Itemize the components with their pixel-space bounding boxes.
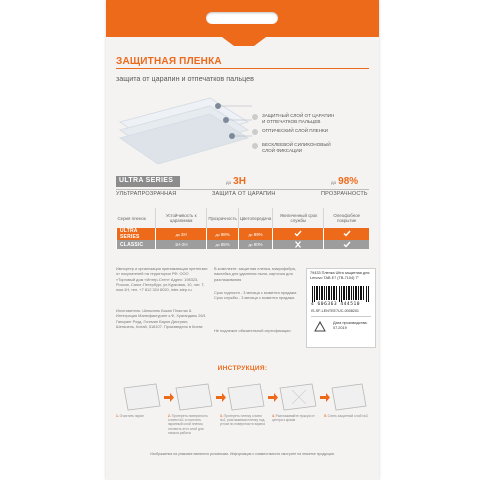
- feature-line: ЗАЩИТНЫЙ СЛОЙ ОТ ЦАРАПИН: [262, 113, 335, 118]
- feature-line: И ОТПЕЧАТКОВ ПАЛЬЦЕВ: [262, 118, 321, 124]
- layer-icon: [252, 143, 258, 149]
- film-layers-illustration: [114, 92, 254, 168]
- label-product-name: 79433 Пленка Ultra защитная для Lenovo TAB E7 (TB-7104) 7": [310, 271, 370, 280]
- cell-value: 3H: [181, 231, 187, 237]
- manufacturer-info: Изготовитель: Шэньчэнь Бикан Пластик & Интеграция Манюфактуринг к.Ф, Хуагандянь 26/1 Ганкуанг Роуд, Гонгмин Бауан Дистрикт, Шеньчень, Китай, 518107. Произведено в Китае: [116, 308, 206, 329]
- step-number: 2.: [168, 414, 171, 418]
- shelf-life: Срок годности - 3 месяца с момента продажи. Срок службы - 3 месяца с момента продажи.: [214, 290, 298, 301]
- table-header-row: [117, 208, 370, 228]
- instruction-step-4: [272, 414, 318, 422]
- table-header: Серия пленок: [117, 215, 146, 221]
- series-label: УЛЬТРАПРОЗРАЧНАЯ: [116, 191, 177, 197]
- cell-prefix: до: [175, 232, 180, 237]
- feature-line: СЛОЙ ФИКСАЦИИ: [262, 147, 303, 153]
- cross-icon: [294, 241, 302, 248]
- hardness-number: 3H: [233, 176, 246, 187]
- row-name: CLASSIC: [117, 240, 156, 249]
- header-notch: [106, 36, 379, 46]
- series-badge: [116, 176, 180, 187]
- scratch-cell: [156, 240, 207, 249]
- transparency-label: ПРОЗРАЧНОСТЬ: [321, 191, 368, 197]
- date-label: Дата производства:: [333, 321, 368, 325]
- feature-line: ОПТИЧЕСКИЙ СЛОЙ ПЛЕНКИ: [262, 128, 328, 133]
- step-text: Протереть поверхность слоем №1 и очистить экранный слой пленки, отклеить этот слой для начала работы: [168, 414, 208, 435]
- lifetime-cell: [273, 240, 324, 249]
- oleophobic-cell: [324, 228, 369, 240]
- check-icon: [343, 241, 351, 248]
- cell-value: 1H-2H: [174, 242, 188, 247]
- step-number: 4.: [272, 414, 275, 418]
- check-icon: [343, 230, 351, 237]
- instruction-step-3: [220, 414, 266, 427]
- product-subtitle: защита от царапин и отпечатков пальцев: [116, 74, 254, 83]
- certification-note: Не подлежит обязательной сертификации: [214, 328, 291, 333]
- table-header: Прозрачность: [207, 208, 238, 228]
- layer-icon: [252, 129, 258, 135]
- package-card: [106, 0, 379, 480]
- hang-hole: [206, 12, 278, 24]
- clarity-cell: [207, 240, 238, 249]
- instruction-step-2: [168, 414, 214, 435]
- lifetime-cell: [273, 228, 324, 240]
- series-name: ULTRA SERIES: [119, 177, 174, 184]
- step-text: Протереть пленку слоем №2, разглаживая пленку под углом по поверхности экрана: [220, 414, 265, 427]
- step-text: Очистить экран: [119, 414, 144, 418]
- hardness-value: [226, 176, 246, 187]
- oleophobic-cell: [324, 240, 369, 249]
- comparison-table: [116, 208, 369, 249]
- feature-line: БЕСКЛЕЕВОЙ СИЛИКОНОВЫЙ: [262, 142, 331, 147]
- label-rule: [311, 316, 371, 317]
- table-header: Цветопередача: [238, 208, 272, 228]
- scratch-cell: [156, 228, 207, 240]
- hardness-label: ЗАЩИТА ОТ ЦАРАПИН: [212, 191, 276, 197]
- product-label-sticker: [306, 268, 376, 348]
- kit-contents: В комплекте: защитная пленка, микрофибра, наклейка для удаления пыли, карточка для разглаживания: [214, 266, 296, 282]
- cell-prefix: до: [215, 232, 220, 237]
- transparency-prefix: до: [331, 180, 337, 185]
- step-number: 1.: [116, 414, 119, 418]
- step-number: 5.: [324, 414, 327, 418]
- hardness-prefix: до: [226, 180, 232, 185]
- cell-prefix: до: [248, 232, 253, 237]
- transparency-value: [331, 176, 358, 187]
- importer-info: Импортер и организация принимающая претензии от покупателей на территории РФ: ООО «Торговый дом «Интер-Степ» Адрес: 198323, Россия, Санкт-Петербург, ул.Курковая, 10, лит. Т, пом.1Н, тел. +7 812 324 8020, inter-step.ru: [116, 266, 208, 293]
- barcode-number: 4 606363 444510: [311, 302, 360, 307]
- cell-value: 99%: [253, 231, 263, 237]
- table-header: Устойчивость к царапинам: [156, 208, 207, 228]
- instruction-step-5: [324, 414, 370, 418]
- cell-value: 85%: [220, 242, 230, 247]
- step-text: Снять защитный слой №3: [327, 414, 368, 418]
- transparency-number: 98%: [338, 176, 359, 187]
- cell-value: 90%: [253, 242, 263, 247]
- step-number: 3.: [220, 414, 223, 418]
- table-header: Олеофобное покрытие: [324, 208, 369, 228]
- product-code: IS-SF-LENTEE7UC-0008201: [311, 309, 359, 313]
- row-name: ULTRA SERIES: [117, 228, 156, 240]
- clarity-cell: [207, 228, 238, 240]
- title-rule: [116, 68, 369, 69]
- instruction-steps-illustration: [116, 380, 369, 414]
- cell-value: 98%: [220, 231, 230, 237]
- date-value: 07.2019: [333, 326, 347, 330]
- recycle-icon: [313, 321, 327, 335]
- check-icon: [294, 230, 302, 237]
- table-header: Увеличенный срок службы: [273, 208, 324, 228]
- product-title: ЗАЩИТНАЯ ПЛЕНКА: [116, 56, 222, 67]
- orange-header-band: [106, 0, 379, 36]
- footer-disclaimer: Изображения на упаковке являются условными. Информация о совместимости смотрите на этикетке продукции.: [150, 452, 335, 456]
- instruction-step-1: [116, 414, 162, 418]
- color-cell: [238, 228, 272, 240]
- instructions-title: ИНСТРУКЦИЯ:: [217, 365, 268, 372]
- color-cell: [238, 240, 272, 249]
- spec-rule: [116, 189, 369, 190]
- layer-icon: [252, 114, 258, 120]
- step-text: Разглаживайте пузыри от центра к краям: [272, 414, 315, 423]
- barcode: [311, 286, 371, 302]
- table-row-classic: [117, 240, 370, 249]
- production-date: [333, 321, 368, 331]
- table-row-ultra: [117, 228, 370, 240]
- cell-prefix: до: [248, 243, 253, 247]
- cell-prefix: до: [215, 243, 220, 247]
